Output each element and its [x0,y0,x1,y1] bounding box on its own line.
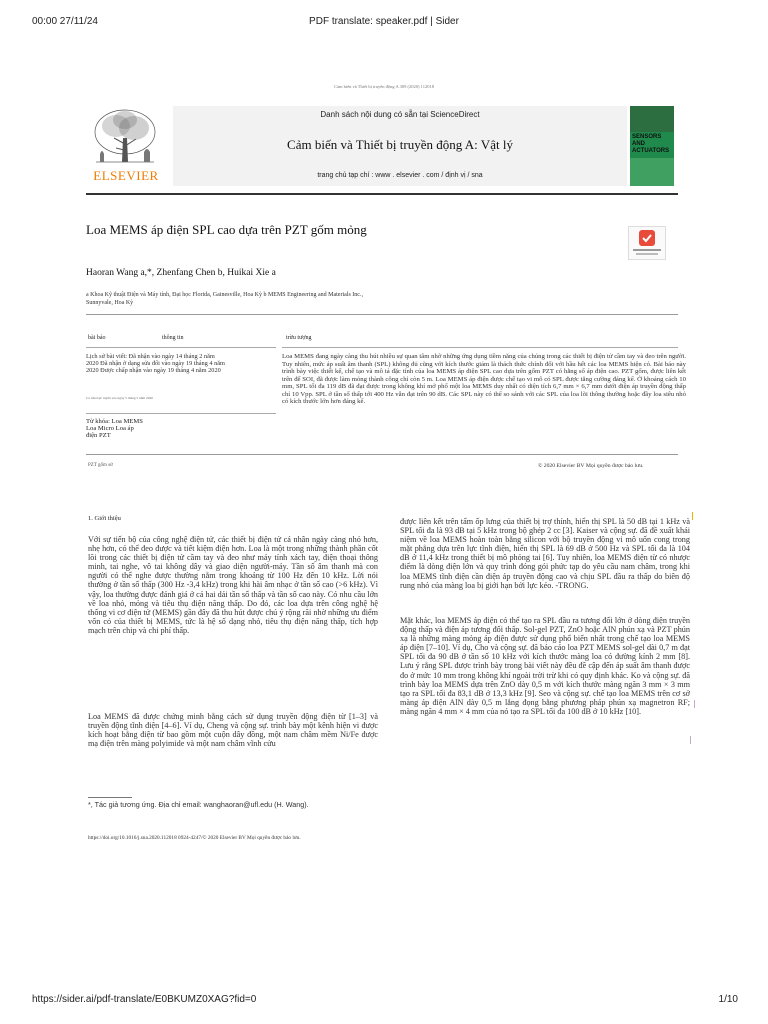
abstract-label: trừu tượng [286,335,312,341]
journal-homepage[interactable]: trang chủ tạp chí : www . elsevier . com / định vị / sna [317,172,483,179]
check-for-updates-badge[interactable] [628,226,666,260]
copyright: © 2020 Elsevier BV Mọi quyền được bảo lưu. [538,463,644,469]
article-title: Loa MEMS áp điện SPL cao dựa trên PZT gốm mỏng [86,222,367,237]
running-head: Cảm biến và Thiết bị truyền động A 309 (2020) 112018 [334,84,434,89]
print-datetime: 00:00 27/11/24 [32,16,98,27]
annotation-marker [692,512,693,520]
keyword-item: điện PZT [86,432,111,440]
corresponding-author-note: *, Tác giả tương ứng. Địa chỉ email: wanghaoran@ufl.edu (H. Wang). [88,800,309,809]
print-url: https://sider.ai/pdf-translate/E0BKUMZ0XAG?fid=0 [32,994,257,1005]
keywords-divider [86,413,276,414]
footnote-divider [88,797,132,798]
annotation-marker [690,736,691,744]
cover-image-area [630,158,674,186]
check-for-updates-icon [629,227,665,259]
abstract-bottom-divider [86,454,678,455]
keyword-item: Loa Micro Loa áp [86,425,134,433]
keywords-heading: Từ khóa: Loa MEMS [86,418,143,425]
abstract-text: Loa MEMS đang ngày càng thu hút nhiều sự quan tâm nhờ những ứng dụng tiềm năng của chúng trong các thiết bị điện tử cầm tay và đeo trên người. Tuy nhiên, mức áp suất âm thanh (SPL) không đủ cũng với kích thước giảm là thách thức chính đối với hầu hết các loa MEMS hiện có. Bài báo này trình bày việc thiết kế, chế tạo và mô tả đặc tính của loa MEMS áp điện SPL cao dựa trên gốm PZT có hằng số áp điện cao. PZT gốm, được liên kết trên đế SOI, đã được làm mỏng thành công chỉ còn 5 m. Loa MEMS áp điện được chế tạo vi mô có SPL được tăng cường đáng kể. Ở khoảng cách 10 mm, SPL tối đa 119 dB đã đạt được trong không khí mở phổ một loa MEMS duy nhất có diện tích 6,7 mm × 6,7 mm dưới điện áp truyền động thấp chỉ 10 Vpp. SPL ở tần số thấp tới 400 Hz vẫn đạt trên 90 dB. Các SPL này có thể so sánh với các SPL của loa lõi thông thường hoặc đầy loa siêu nhỏ có kích thước lớn hơn đáng kể. [282,353,686,405]
body-paragraph: Với sự tiến bộ của công nghệ điện tử, các thiết bị điện tử cá nhân ngày càng nhỏ hơn, nhẹ hơn, có thể đeo được và tiết kiệm điện hơn. Loa là một trong những thành phần cốt lõi trong các thiết bị điện tử cầm tay và đeo như máy tính xách tay, điện thoại thông minh, tai nghe, vô tai không dây và giao diện người-máy. Tần số âm thanh mà con người có thể nghe được thường nằm trong khoảng từ 100 Hz đến 10 kHz. Lời nói thường ở tần số thấp (300 Hz -3,4 kHz) trong khi hài âm nhạc ở tần số cao (>6 kHz). Vì vậy, loa thường được đánh giá ở cả hai dải tần số thấp và tần số cao này. Có nhu cầu lớn về loa nhỏ, mỏng và tiêu thụ điện năng thấp. Do đó, các loa dựa trên công nghệ hệ thống vi cơ điện tử (MEMS) gần đây đã thu hút được chú ý rộng rãi nhờ những ưu điểm vốn có của thiết bị MEMS, tức là hệ số dạng nhỏ, tiêu thụ điện năng thấp, tích hợp mạch trên chip và chi phí thấp. [88,535,378,635]
affiliations: a Khoa Kỹ thuật Điện và Máy tính, Đại học Florida, Gainesville, Hoa Kỳ b MEMS Engineering and Materials Inc., Sunnyvale, Hoa Kỳ [86,292,363,306]
cover-title: SENSORS AND ACTUATORS [632,134,670,154]
keywords [86,418,226,440]
body-paragraph: Mặt khác, loa MEMS áp điện có thể tạo ra SPL đầu ra tương đối lớn ở dòng điện truyền động thấp và điện áp tương đối thấp. Sol-gel PZT, ZnO hoặc AlN phún xạ và PZT phún xạ là những màng mỏng áp điện được sử dụng phổ biến nhất trong chế tạo loa MEMS áp điện [7–10]. Ví dụ, Cho và cộng sự. đã báo cáo loa PZT MEMS sol-gel dài 0,7 m đạt SPL tối đa 90 dB ở tần số 10 kHz với kích thước màng loa có đường kính 2 mm [8]. Lưu ý rằng SPL được trình bày trong bài viết này đều đề cập đến áp suất âm thanh được đo ở mức 10 mm trong không khí ngoài trời trừ khi có quy định khác. Ko và cộng sự. đã trình bày loa MEMS dựa trên ZnO dày 0,5 m với kích thước màng ngăn 3 mm × 3 mm tạo ra SPL tối đa 83,1 dB ở 13,3 kHz [9]. Seo và cộng sự. chế tạo loa MEMS trên cơ sở màng áp điện AlN dày 0,5 m lắng đọng bằng phương pháp phún xạ magnetron RF; màng ngăn 4 mm × 4 mm của nó tạo ra SPL tối đa 100 dB ở 10 kHz [10]. [400,616,690,716]
sciencedirect-availability[interactable]: Danh sách nội dung có sẵn tại ScienceDirect [320,110,480,119]
cover-band [630,106,674,132]
journal-header [86,104,676,188]
print-footer [0,990,768,1020]
abstract-divider [282,347,678,348]
journal-cover[interactable] [630,106,674,186]
article-info-label-2: thông tin [162,335,184,341]
body-paragraph: Loa MEMS đã được chứng minh bằng cách sử dụng truyền động điện từ [1–3] và truyền động tĩnh điện [4–6]. Ví dụ, Cheng và cộng sự. trình bày một kênh hiện vi được kích hoạt bằng điện từ bao gồm một cuộn dây đồng, một nam châm mềm Ni/Fe được mạ điện trên màng polyimide và một nam châm vĩnh cửu [88,712,378,749]
print-header [0,0,768,40]
authors: Haoran Wang a,*, Zhenfang Chen b, Huikai Xie a [86,268,276,278]
journal-name: Cảm biến và Thiết bị truyền động A: Vật lý [287,137,513,152]
body-paragraph: được liên kết trên tấm ốp lưng của thiết bị trợ thính, hiển thị SPL là 50 dB tại 1 kHz và SPL tối đa là 93 dB tại 5 kHz trong bộ ghép 2 cc [3]. Kaiser và cộng sự. đã đề xuất khái niệm về loa MEMS hoàn toàn bằng silicon với bộ truyền động vi mô uốn cong trong mặt phẳng dựa trên lực tĩnh điện, hiển thị SPL là 69 dB ở 500 Hz và SPL tối đa là 104 dB ở 11,4 kHz trong thiết bị mô phỏng tai [6]. Tuy nhiên, loa MEMS điện từ có nhược điểm là dòng điện lớn và quy trình đóng gói phức tạp do yêu cầu nam châm, trong khi loa MEMS tĩnh điện cần điện áp truyền động cao và chịu SPL đầu ra thấp do biên độ rung nhỏ của màng loa bị giới hạn bởi lực kéo. -TRONG. [400,517,690,590]
print-page-title: PDF translate: speaker.pdf | Sider [309,16,459,27]
print-page-number: 1/10 [718,994,738,1005]
info-divider [86,347,276,348]
section-heading: 1. Giới thiệu [88,515,121,522]
keyword-pzt-note: PZT gốm sứ [88,463,113,468]
journal-header-box [173,106,627,186]
annotation-marker [694,700,695,708]
elsevier-logo[interactable] [86,104,164,186]
online-date: Có sẵn trực tuyến vào ngày 5 tháng 5 năm 2020 [86,396,154,400]
elsevier-wordmark: ELSEVIER [93,168,159,183]
doi-line[interactable]: https://doi.org/10.1016/j.sna.2020.112018 0924-4247/© 2020 Elsevier BV Mọi quyền được bảo lưu. [88,835,301,841]
article-info-label-1: bài báo [88,335,106,341]
article-history: Lịch sử bài viết: Đã nhận vào ngày 14 tháng 2 năm 2020 Đã nhận ở dạng sửa đổi vào ngày 19 tháng 4 năm 2020 Được chấp nhận vào ngày 19 tháng 4 năm 2020 [86,353,225,374]
affiliations-divider [86,314,678,315]
header-divider [86,193,678,195]
